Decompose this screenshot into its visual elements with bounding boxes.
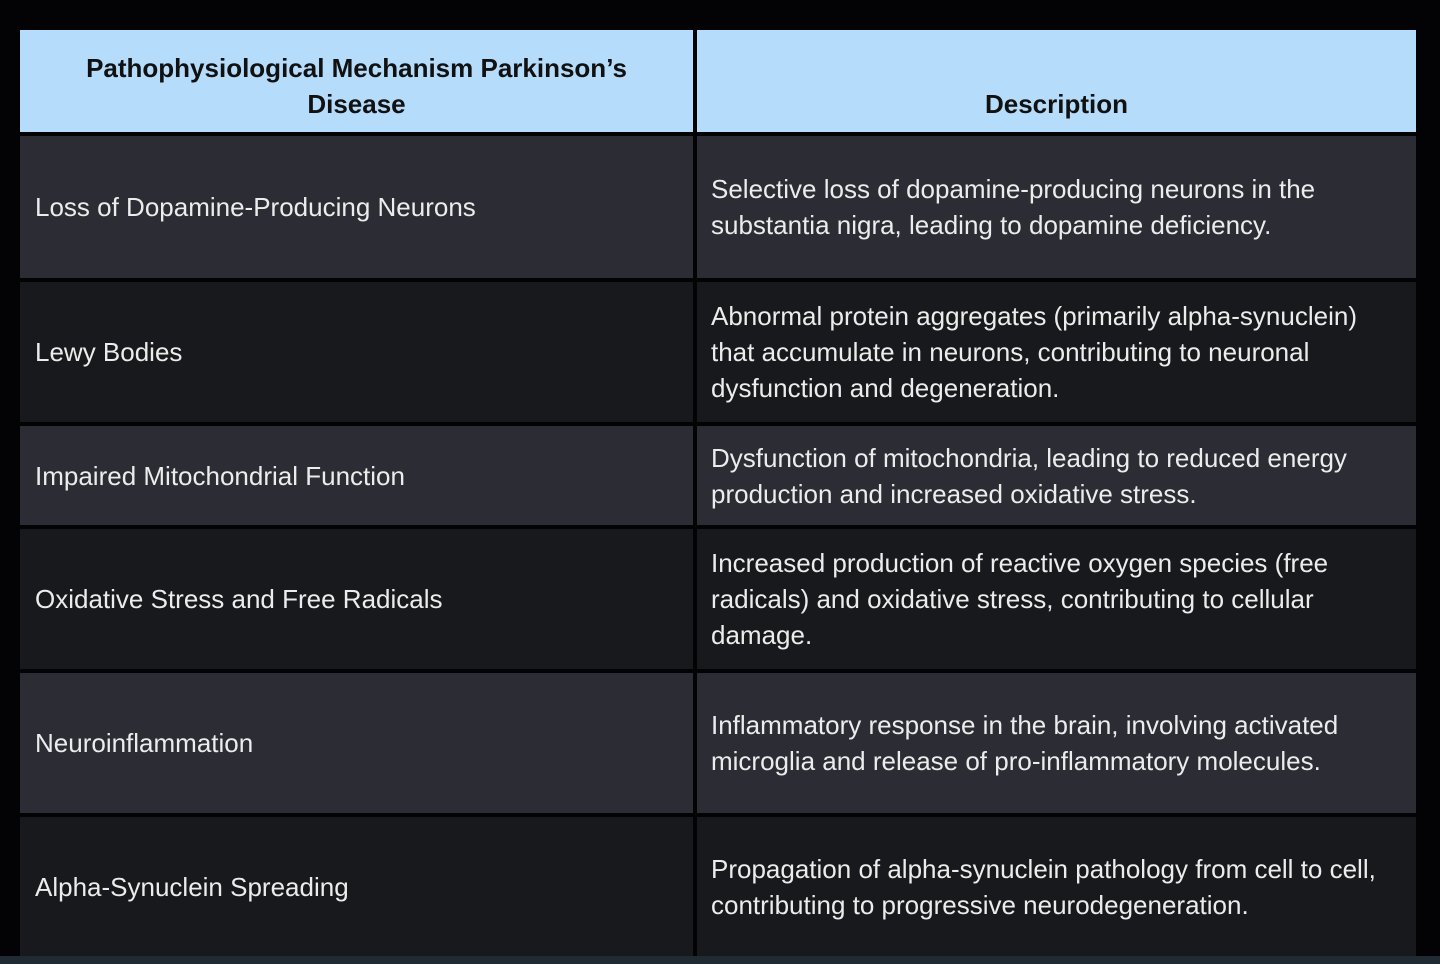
- mechanism-cell: Lewy Bodies: [20, 282, 693, 422]
- header-description: Description: [697, 30, 1416, 132]
- table-row: [20, 426, 1416, 525]
- description-cell: Abnormal protein aggregates (primarily alpha-synuclein) that accumulate in neurons, contributing to neuronal dysfunction and degeneration.: [697, 282, 1416, 422]
- description-cell: Selective loss of dopamine-producing neurons in the substantia nigra, leading to dopamine deficiency.: [697, 136, 1416, 278]
- pathophysiology-table: [20, 30, 1416, 957]
- description-cell: Dysfunction of mitochondria, leading to reduced energy production and increased oxidative stress.: [697, 426, 1416, 525]
- header-mechanism: Pathophysiological Mechanism Parkinson’s Disease: [20, 30, 693, 132]
- table-row: [20, 136, 1416, 278]
- table-row: [20, 529, 1416, 669]
- mechanism-cell: Oxidative Stress and Free Radicals: [20, 529, 693, 669]
- table-row: [20, 282, 1416, 422]
- table-row: [20, 817, 1416, 957]
- description-cell: Increased production of reactive oxygen species (free radicals) and oxidative stress, contributing to cellular damage.: [697, 529, 1416, 669]
- mechanism-cell: Loss of Dopamine-Producing Neurons: [20, 136, 693, 278]
- description-cell: Inflammatory response in the brain, involving activated microglia and release of pro-inflammatory molecules.: [697, 673, 1416, 813]
- table-header-row: [20, 30, 1416, 132]
- mechanism-cell: Alpha-Synuclein Spreading: [20, 817, 693, 957]
- mechanism-cell: Neuroinflammation: [20, 673, 693, 813]
- table-row: [20, 673, 1416, 813]
- mechanism-cell: Impaired Mitochondrial Function: [20, 426, 693, 525]
- description-cell: Propagation of alpha-synuclein pathology from cell to cell, contributing to progressive neurodegeneration.: [697, 817, 1416, 957]
- bottom-edge-strip: [0, 956, 1440, 964]
